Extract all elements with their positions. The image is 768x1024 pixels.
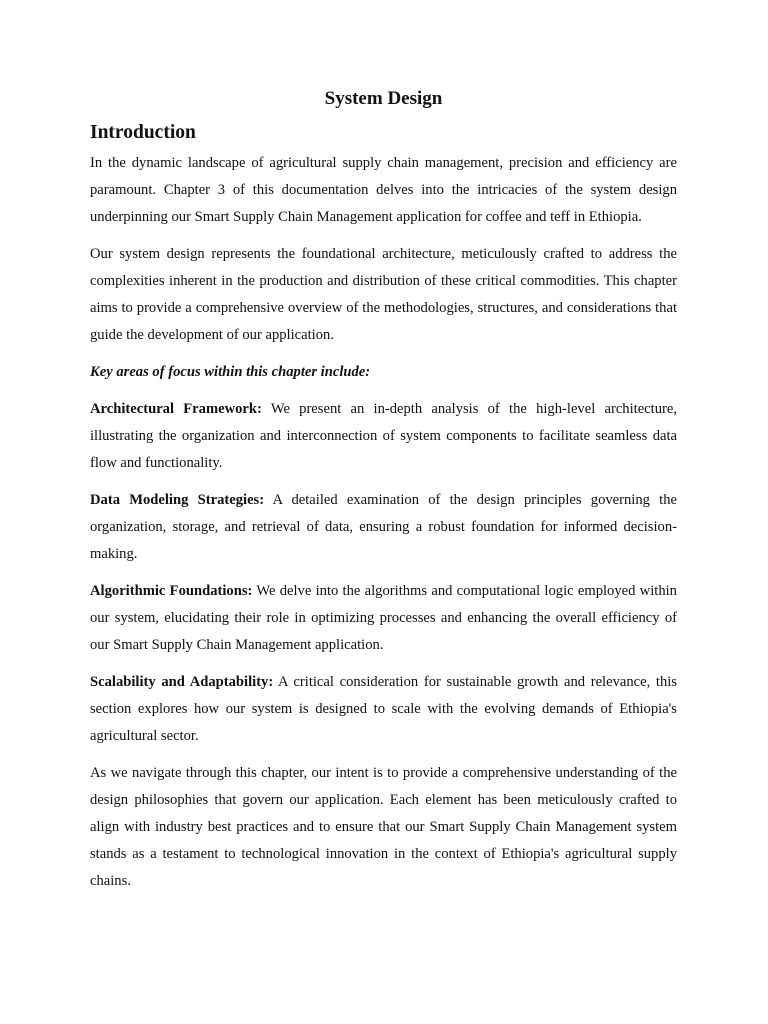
focus-item-text: We present an in-depth analysis of the high-level architecture, illustrating the organization and interconnection of system components to facilitate seamless data flow and functionality. xyxy=(90,401,677,472)
closing-paragraph: As we navigate through this chapter, our intent is to provide a comprehensive understanding of the design philosophies that govern our application. Each element has been meticulously crafted to align with industry best practices and to ensure that our Smart Supply Chain Management system stands as a testament to technological innovation in the context of Ethiopia's agricultural supply chains. xyxy=(90,765,677,890)
intro-paragraph: In the dynamic landscape of agricultural supply chain management, precision and efficiency are paramount. Chapter 3 of this documentation delves into the intricacies of the system design underpinning our Smart Supply Chain Management application for coffee and teff in Ethiopia. xyxy=(90,155,677,226)
focus-item-text: A critical consideration for sustainable growth and relevance, this section explores how our system is designed to scale with the evolving demands of Ethiopia's agricultural sector. xyxy=(90,674,677,745)
intro-paragraph: Our system design represents the foundational architecture, meticulously crafted to address the complexities inherent in the production and distribution of these critical commodities. This chapter aims to provide a comprehensive overview of the methodologies, structures, and considerations that guide the development of our application. xyxy=(90,246,677,344)
focus-item-term: Architectural Framework: xyxy=(90,401,262,418)
focus-item-data-modeling xyxy=(90,487,677,568)
focus-item-term: Scalability and Adaptability: xyxy=(90,674,274,691)
document-page xyxy=(90,88,677,905)
focus-item-algorithmic-foundations xyxy=(90,578,677,659)
focus-item-text: We delve into the algorithms and computational logic employed within our system, elucidating their role in optimizing processes and enhancing the overall efficiency of our Smart Supply Chain Management application. xyxy=(90,583,677,654)
focus-item-text: A detailed examination of the design principles governing the organization, storage, and retrieval of data, ensuring a robust foundation for informed decision-making. xyxy=(90,492,677,563)
focus-areas-heading: Key areas of focus within this chapter include: xyxy=(90,364,371,381)
focus-item-term: Data Modeling Strategies: xyxy=(90,492,265,509)
section-heading-introduction: Introduction xyxy=(90,121,196,143)
document-title: System Design xyxy=(324,88,443,109)
focus-item-scalability xyxy=(90,669,677,750)
focus-item-term: Algorithmic Foundations: xyxy=(90,583,253,600)
focus-item-architectural-framework xyxy=(90,396,677,477)
